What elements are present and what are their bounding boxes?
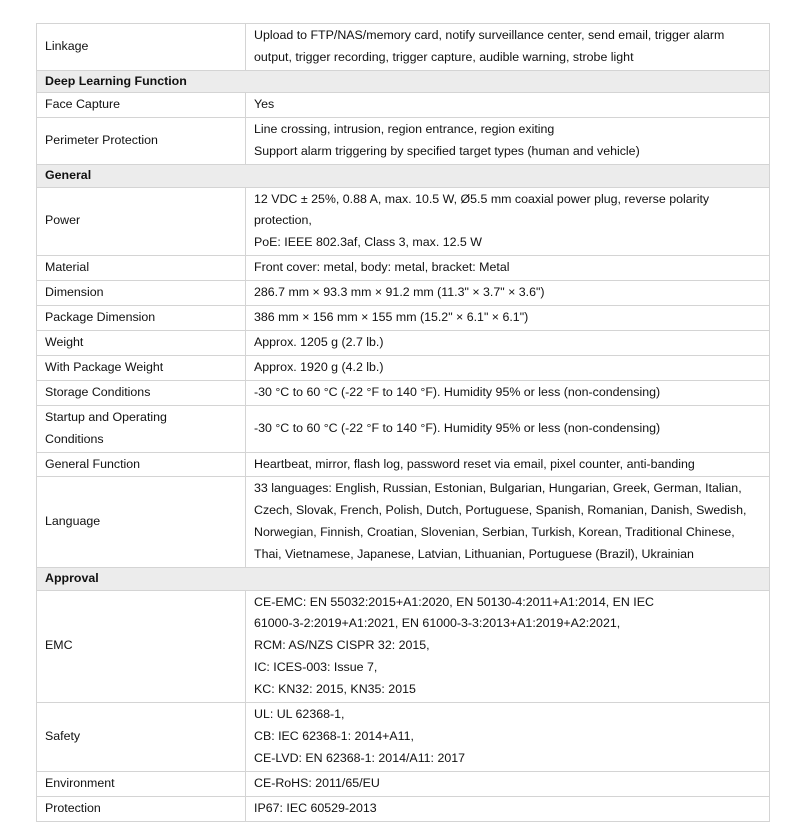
face-capture-value: Yes bbox=[246, 93, 770, 118]
table-row bbox=[37, 187, 770, 256]
language-value bbox=[246, 477, 770, 568]
text-line: PoE: IEEE 802.3af, Class 3, max. 12.5 W bbox=[254, 235, 482, 250]
section-header-row bbox=[37, 568, 770, 591]
table-row bbox=[37, 405, 770, 452]
table-row bbox=[37, 477, 770, 568]
package-dimension-label: Package Dimension bbox=[37, 306, 246, 331]
operating-conditions-value: -30 °C to 60 °C (-22 °F to 140 °F). Humidity 95% or less (non-condensing) bbox=[246, 405, 770, 452]
perimeter-protection-label: Perimeter Protection bbox=[37, 118, 246, 165]
text-line: Startup and Operating bbox=[45, 409, 167, 424]
section-header-row bbox=[37, 165, 770, 188]
table-row bbox=[37, 452, 770, 477]
text-line: CB: IEC 62368-1: 2014+A11, bbox=[254, 728, 414, 743]
package-weight-value: Approx. 1920 g (4.2 lb.) bbox=[246, 355, 770, 380]
emc-value bbox=[246, 590, 770, 703]
text-line: Thai, Vietnamese, Japanese, Latvian, Lithuanian, Portuguese (Brazil), Ukrainian bbox=[254, 547, 694, 562]
table-row bbox=[37, 306, 770, 331]
environment-label: Environment bbox=[37, 771, 246, 796]
safety-value bbox=[246, 703, 770, 772]
perimeter-protection-value bbox=[246, 118, 770, 165]
section-header-row bbox=[37, 70, 770, 93]
protection-value: IP67: IEC 60529-2013 bbox=[246, 796, 770, 821]
material-value: Front cover: metal, body: metal, bracket: Metal bbox=[246, 256, 770, 281]
table-row bbox=[37, 355, 770, 380]
text-line: CE-EMC: EN 55032:2015+A1:2020, EN 50130-4:2011+A1:2014, EN IEC bbox=[254, 594, 654, 609]
package-weight-label: With Package Weight bbox=[37, 355, 246, 380]
text-line: Support alarm triggering by specified target types (human and vehicle) bbox=[254, 144, 640, 159]
general-function-value: Heartbeat, mirror, flash log, password reset via email, pixel counter, anti-banding bbox=[246, 452, 770, 477]
emc-label: EMC bbox=[37, 590, 246, 703]
dimension-label: Dimension bbox=[37, 281, 246, 306]
linkage-label: Linkage bbox=[37, 24, 246, 71]
dimension-value: 286.7 mm × 93.3 mm × 91.2 mm (11.3" × 3.7" × 3.6") bbox=[246, 281, 770, 306]
language-label: Language bbox=[37, 477, 246, 568]
power-value bbox=[246, 187, 770, 256]
table-row bbox=[37, 256, 770, 281]
text-line: Norwegian, Finnish, Croatian, Slovenian, Serbian, Turkish, Korean, Traditional Chinese, bbox=[254, 525, 735, 540]
operating-conditions-label bbox=[37, 405, 246, 452]
text-line: 12 VDC ± 25%, 0.88 A, max. 10.5 W, Ø5.5 mm coaxial power plug, reverse polarity bbox=[254, 191, 710, 206]
specification-table bbox=[36, 23, 770, 822]
text-line: 61000-3-2:2019+A1:2021, EN 61000-3-3:2013+A1:2019+A2:2021, bbox=[254, 616, 621, 631]
text-line: UL: UL 62368-1, bbox=[254, 707, 345, 722]
power-label: Power bbox=[37, 187, 246, 256]
table-row bbox=[37, 93, 770, 118]
storage-conditions-label: Storage Conditions bbox=[37, 380, 246, 405]
table-row bbox=[37, 771, 770, 796]
section-general: General bbox=[37, 165, 770, 188]
package-dimension-value: 386 mm × 156 mm × 155 mm (15.2" × 6.1" × 6.1") bbox=[246, 306, 770, 331]
text-line: RCM: AS/NZS CISPR 32: 2015, bbox=[254, 638, 430, 653]
table-row bbox=[37, 281, 770, 306]
table-row bbox=[37, 590, 770, 703]
storage-conditions-value: -30 °C to 60 °C (-22 °F to 140 °F). Humidity 95% or less (non-condensing) bbox=[246, 380, 770, 405]
material-label: Material bbox=[37, 256, 246, 281]
text-line: CE-LVD: EN 62368-1: 2014/A11: 2017 bbox=[254, 750, 466, 765]
protection-label: Protection bbox=[37, 796, 246, 821]
text-line: KC: KN32: 2015, KN35: 2015 bbox=[254, 682, 416, 697]
table-row bbox=[37, 703, 770, 772]
face-capture-label: Face Capture bbox=[37, 93, 246, 118]
table-row bbox=[37, 380, 770, 405]
safety-label: Safety bbox=[37, 703, 246, 772]
text-line: Upload to FTP/NAS/memory card, notify surveillance center, send email, trigger alarm bbox=[254, 28, 725, 42]
weight-value: Approx. 1205 g (2.7 lb.) bbox=[246, 330, 770, 355]
text-line: Conditions bbox=[45, 431, 104, 446]
text-line: 33 languages: English, Russian, Estonian, Bulgarian, Hungarian, Greek, German, Italian, bbox=[254, 481, 742, 496]
text-line: output, trigger recording, trigger capture, audible warning, strobe light bbox=[254, 49, 634, 64]
environment-value: CE-RoHS: 2011/65/EU bbox=[246, 771, 770, 796]
linkage-value bbox=[246, 24, 770, 71]
section-approval: Approval bbox=[37, 568, 770, 591]
table-row bbox=[37, 118, 770, 165]
table-row bbox=[37, 330, 770, 355]
section-deep-learning: Deep Learning Function bbox=[37, 70, 770, 93]
text-line: protection, bbox=[254, 213, 312, 228]
table-row bbox=[37, 24, 770, 71]
table-row bbox=[37, 796, 770, 821]
text-line: Czech, Slovak, French, Polish, Dutch, Portuguese, Spanish, Romanian, Danish, Swedish, bbox=[254, 503, 747, 518]
text-line: IC: ICES-003: Issue 7, bbox=[254, 660, 378, 675]
text-line: Line crossing, intrusion, region entrance, region exiting bbox=[254, 122, 555, 137]
general-function-label: General Function bbox=[37, 452, 246, 477]
weight-label: Weight bbox=[37, 330, 246, 355]
spec-sheet bbox=[36, 23, 769, 822]
